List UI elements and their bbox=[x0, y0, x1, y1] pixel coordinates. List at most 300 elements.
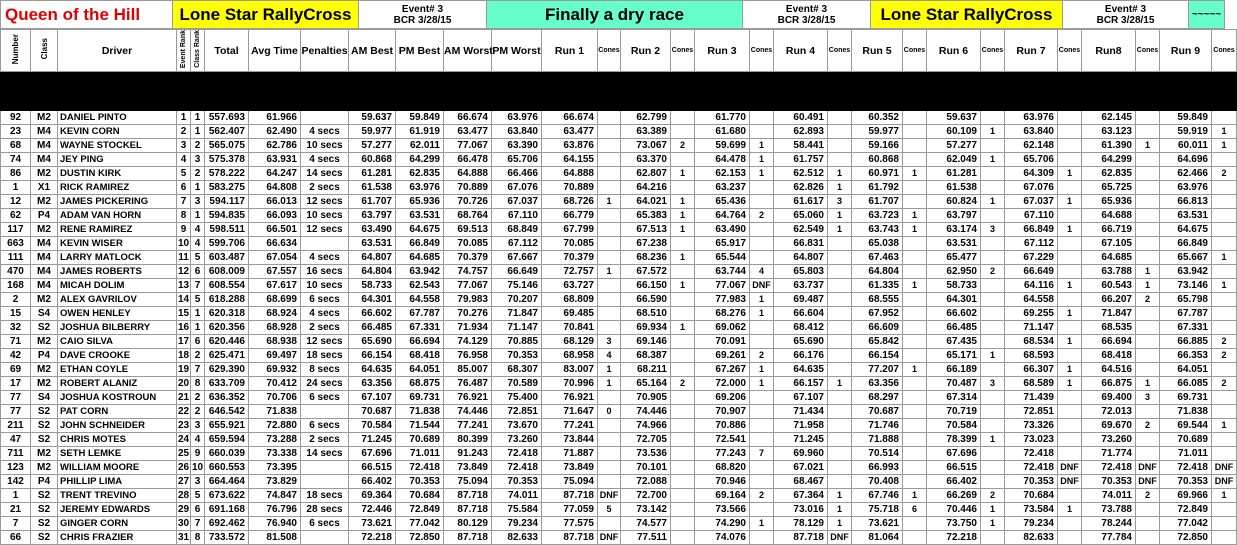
run-time: 64.051 bbox=[1160, 363, 1212, 377]
am-worst: 73.849 bbox=[444, 461, 492, 475]
penalties bbox=[301, 405, 349, 419]
cone-count: 1 bbox=[828, 503, 852, 517]
total-time: 599.706 bbox=[205, 237, 249, 251]
am-worst: 91.243 bbox=[444, 447, 492, 461]
total-time: 620.446 bbox=[205, 335, 249, 349]
run-time: 73.016 bbox=[774, 503, 828, 517]
run-time: 64.558 bbox=[1005, 293, 1058, 307]
run-time: 59.699 bbox=[695, 139, 750, 153]
cone-count: 1 bbox=[750, 293, 774, 307]
driver-name: CAIO SILVA bbox=[58, 335, 177, 349]
run-time: 66.515 bbox=[927, 461, 981, 475]
cone-count bbox=[1058, 153, 1082, 167]
class-rank: 6 bbox=[191, 503, 205, 517]
cone-count bbox=[903, 251, 927, 265]
avg-time: 74.847 bbox=[249, 489, 301, 503]
class-rank: 7 bbox=[191, 363, 205, 377]
run-time: 71.434 bbox=[774, 405, 828, 419]
driver-name: RICK RAMIREZ bbox=[58, 181, 177, 195]
avg-time: 66.093 bbox=[249, 209, 301, 223]
am-worst: 87.718 bbox=[444, 503, 492, 517]
event-rank: 12 bbox=[177, 266, 190, 278]
car-number: 2 bbox=[1, 293, 31, 307]
cone-count bbox=[981, 111, 1005, 125]
am-best: 70.584 bbox=[349, 419, 396, 433]
avg-time: 64.808 bbox=[249, 181, 301, 195]
cone-count bbox=[1136, 531, 1160, 545]
header-pm-worst: PM Worst bbox=[492, 30, 542, 72]
table-row bbox=[1, 237, 1237, 251]
run-time: 70.907 bbox=[695, 405, 750, 419]
class-code: S2 bbox=[31, 321, 58, 335]
cone-count bbox=[671, 349, 695, 363]
cone-count bbox=[1212, 111, 1237, 125]
car-number: 711 bbox=[1, 447, 31, 461]
avg-time: 63.931 bbox=[249, 153, 301, 167]
penalties: 14 secs bbox=[301, 447, 349, 461]
driver-name: DANIEL PINTO bbox=[58, 111, 177, 125]
run-time: 71.847 bbox=[1082, 307, 1136, 321]
total-time: 575.378 bbox=[205, 153, 249, 167]
header-penalties: Penalties bbox=[301, 30, 349, 72]
total-time: 664.464 bbox=[205, 475, 249, 489]
run-time: 72.418 bbox=[1005, 447, 1058, 461]
run-time: 65.690 bbox=[774, 335, 828, 349]
run-time: 61.281 bbox=[927, 167, 981, 181]
run-time: 69.934 bbox=[621, 321, 671, 335]
cone-count: 3 bbox=[981, 377, 1005, 391]
cone-count bbox=[750, 111, 774, 125]
cone-count bbox=[981, 335, 1005, 349]
run-time: 63.743 bbox=[852, 223, 903, 237]
class-code: S4 bbox=[31, 391, 58, 405]
total-time: 565.075 bbox=[205, 139, 249, 153]
header-driver: Driver bbox=[58, 30, 177, 72]
run-time: 65.164 bbox=[621, 377, 671, 391]
table-row bbox=[1, 447, 1237, 461]
run-time: 67.513 bbox=[621, 223, 671, 237]
run-time: 73.584 bbox=[1005, 503, 1058, 517]
class-code: S2 bbox=[31, 503, 58, 517]
run-time: 65.436 bbox=[695, 195, 750, 209]
cone-count: 4 bbox=[598, 349, 621, 363]
run-time: 67.435 bbox=[927, 335, 981, 349]
cone-count bbox=[750, 391, 774, 405]
cone-count bbox=[903, 405, 927, 419]
cone-count bbox=[750, 419, 774, 433]
pm-worst: 67.037 bbox=[492, 195, 542, 209]
run-time: 59.166 bbox=[852, 139, 903, 153]
run-time: 63.174 bbox=[927, 223, 981, 237]
run-time: 62.893 bbox=[774, 125, 828, 139]
table-row bbox=[1, 209, 1237, 223]
am-best: 59.977 bbox=[349, 125, 396, 139]
cone-count bbox=[981, 447, 1005, 461]
cone-count bbox=[1058, 111, 1082, 125]
run-time: 66.831 bbox=[774, 237, 828, 251]
table-row bbox=[1, 139, 1237, 153]
cone-count bbox=[903, 195, 927, 209]
am-worst: 68.764 bbox=[444, 209, 492, 223]
cone-count bbox=[1212, 531, 1237, 545]
run-time: 74.446 bbox=[621, 405, 671, 419]
cone-count bbox=[671, 265, 695, 279]
results-table bbox=[0, 29, 1237, 545]
cone-count bbox=[903, 391, 927, 405]
event-rank: 10 bbox=[177, 238, 190, 250]
cone-count bbox=[1058, 181, 1082, 195]
event-venue-date: BCR 3/28/15 bbox=[1096, 14, 1155, 26]
penalties: 4 secs bbox=[301, 307, 349, 321]
header-run-2: Run 2 bbox=[621, 30, 671, 72]
am-best: 67.107 bbox=[349, 391, 396, 405]
header-divider bbox=[1, 72, 1237, 111]
pm-worst: 67.076 bbox=[492, 181, 542, 195]
run-time: 65.544 bbox=[695, 251, 750, 265]
run-time: 66.189 bbox=[927, 363, 981, 377]
class-rank: 7 bbox=[191, 517, 205, 531]
cone-count bbox=[1136, 433, 1160, 447]
cone-count: DNF bbox=[828, 531, 852, 545]
cone-count bbox=[981, 321, 1005, 335]
class-code: M4 bbox=[31, 153, 58, 167]
table-row bbox=[1, 377, 1237, 391]
run-time: 64.155 bbox=[542, 153, 598, 167]
am-best: 70.687 bbox=[349, 405, 396, 419]
cone-count bbox=[750, 461, 774, 475]
pm-best: 71.838 bbox=[396, 405, 444, 419]
class-rank: 7 bbox=[191, 279, 205, 293]
car-number: 142 bbox=[1, 475, 31, 489]
driver-name: JEREMY EDWARDS bbox=[58, 503, 177, 517]
cone-count: DNF bbox=[1212, 461, 1237, 475]
am-best: 64.635 bbox=[349, 363, 396, 377]
cone-count: 1 bbox=[828, 489, 852, 503]
run-time: 70.719 bbox=[927, 405, 981, 419]
event-number: Event# 3 bbox=[785, 3, 828, 15]
table-row bbox=[1, 251, 1237, 265]
run-time: 64.516 bbox=[1082, 363, 1136, 377]
run-time: 65.842 bbox=[852, 335, 903, 349]
am-worst: 77.067 bbox=[444, 139, 492, 153]
class-code: M2 bbox=[31, 363, 58, 377]
run-time: 63.744 bbox=[695, 265, 750, 279]
run-time: 73.146 bbox=[1160, 279, 1212, 293]
penalties: 16 secs bbox=[301, 265, 349, 279]
pm-best: 62.543 bbox=[396, 279, 444, 293]
cone-count: 1 bbox=[1212, 251, 1237, 265]
run-time: 62.049 bbox=[927, 153, 981, 167]
run-time: 78.399 bbox=[927, 433, 981, 447]
driver-name: MICAH DOLIM bbox=[58, 279, 177, 293]
pm-best: 64.675 bbox=[396, 223, 444, 237]
cone-count bbox=[1212, 391, 1237, 405]
cone-count bbox=[671, 405, 695, 419]
class-rank: 1 bbox=[191, 307, 205, 321]
header-row bbox=[1, 30, 1237, 72]
cone-count: 1 bbox=[598, 377, 621, 391]
run-time: 66.402 bbox=[927, 475, 981, 489]
run-time: 66.719 bbox=[1082, 223, 1136, 237]
run-time: 78.244 bbox=[1082, 517, 1136, 531]
pm-worst: 72.418 bbox=[492, 461, 542, 475]
run-time: 60.868 bbox=[852, 153, 903, 167]
run-time: 77.784 bbox=[1082, 531, 1136, 545]
cone-count bbox=[1058, 251, 1082, 265]
run-time: 71.439 bbox=[1005, 391, 1058, 405]
run-time: 63.389 bbox=[621, 125, 671, 139]
am-worst: 66.478 bbox=[444, 153, 492, 167]
run-time: 68.726 bbox=[542, 195, 598, 209]
car-number: 123 bbox=[1, 461, 31, 475]
run-time: 61.792 bbox=[852, 181, 903, 195]
cone-count: 1 bbox=[1212, 279, 1237, 293]
run-time: 72.849 bbox=[1160, 503, 1212, 517]
am-best: 66.485 bbox=[349, 321, 396, 335]
avg-time: 67.617 bbox=[249, 279, 301, 293]
cone-count bbox=[981, 405, 1005, 419]
total-time: 620.356 bbox=[205, 321, 249, 335]
pm-worst: 70.885 bbox=[492, 335, 542, 349]
header-run-6: Run 6 bbox=[927, 30, 981, 72]
run-time: 63.723 bbox=[852, 209, 903, 223]
penalties: 8 secs bbox=[301, 363, 349, 377]
am-best: 66.515 bbox=[349, 461, 396, 475]
cone-count bbox=[828, 265, 852, 279]
run-time: 61.390 bbox=[1082, 139, 1136, 153]
event-rank: 1 bbox=[177, 111, 191, 125]
car-number: 7 bbox=[1, 517, 31, 531]
run-time: 61.770 bbox=[695, 111, 750, 125]
run-time: 65.917 bbox=[695, 237, 750, 251]
run-time: 73.566 bbox=[695, 503, 750, 517]
cone-count: 3 bbox=[1136, 391, 1160, 405]
run-time: 65.725 bbox=[1082, 181, 1136, 195]
am-worst: 80.129 bbox=[444, 517, 492, 531]
cone-count bbox=[671, 335, 695, 349]
run-time: 60.352 bbox=[852, 111, 903, 125]
avg-time: 81.508 bbox=[249, 531, 301, 545]
cone-count bbox=[1212, 181, 1237, 195]
cone-count: 1 bbox=[671, 167, 695, 181]
header-cones: Cones bbox=[598, 30, 621, 72]
total-time: 594.117 bbox=[205, 195, 249, 209]
run-time: 69.062 bbox=[695, 321, 750, 335]
cone-count: 1 bbox=[598, 363, 621, 377]
run-time: 67.110 bbox=[1005, 209, 1058, 223]
run-time: 66.157 bbox=[774, 377, 828, 391]
penalties: 10 secs bbox=[301, 279, 349, 293]
car-number: 62 bbox=[1, 209, 31, 223]
class-rank: 1 bbox=[191, 321, 205, 335]
event-rank: 26 bbox=[177, 462, 190, 474]
run-time: 64.299 bbox=[1082, 153, 1136, 167]
run-time: 66.590 bbox=[621, 293, 671, 307]
results-body bbox=[1, 111, 1237, 545]
run-time: 70.687 bbox=[852, 405, 903, 419]
header-cones: Cones bbox=[1136, 30, 1160, 72]
avg-time: 68.924 bbox=[249, 307, 301, 321]
run-time: 63.356 bbox=[852, 377, 903, 391]
run-time: 72.757 bbox=[542, 265, 598, 279]
cone-count bbox=[1058, 433, 1082, 447]
header-class-rank: Class Rank bbox=[191, 30, 205, 72]
run-time: 71.245 bbox=[774, 433, 828, 447]
cone-count bbox=[828, 307, 852, 321]
run-time: 68.534 bbox=[1005, 335, 1058, 349]
cone-count bbox=[1212, 153, 1237, 167]
cone-count: 1 bbox=[828, 167, 852, 181]
driver-name: GINGER CORN bbox=[58, 517, 177, 531]
avg-time: 76.796 bbox=[249, 503, 301, 517]
cone-count: 1 bbox=[981, 503, 1005, 517]
driver-name: JOSHUA BILBERRY bbox=[58, 321, 177, 335]
am-worst: 71.934 bbox=[444, 321, 492, 335]
cone-count bbox=[1212, 195, 1237, 209]
class-code: M4 bbox=[31, 139, 58, 153]
run-time: 67.229 bbox=[1005, 251, 1058, 265]
cone-count bbox=[671, 517, 695, 531]
header-cones: Cones bbox=[671, 30, 695, 72]
car-number: 74 bbox=[1, 153, 31, 167]
cone-count: 1 bbox=[903, 279, 927, 293]
pm-worst: 66.649 bbox=[492, 265, 542, 279]
car-number: 12 bbox=[1, 195, 31, 209]
total-time: 618.288 bbox=[205, 293, 249, 307]
car-number: 470 bbox=[1, 265, 31, 279]
penalties: 12 secs bbox=[301, 195, 349, 209]
cone-count: 2 bbox=[671, 377, 695, 391]
cone-count bbox=[903, 461, 927, 475]
pm-worst: 66.466 bbox=[492, 167, 542, 181]
run-time: 63.477 bbox=[542, 125, 598, 139]
pm-worst: 73.260 bbox=[492, 433, 542, 447]
penalties: 28 secs bbox=[301, 503, 349, 517]
avg-time: 72.880 bbox=[249, 419, 301, 433]
class-rank: 1 bbox=[191, 181, 205, 195]
run-time: 70.905 bbox=[621, 391, 671, 405]
cone-count bbox=[828, 293, 852, 307]
run-time: 66.085 bbox=[1160, 377, 1212, 391]
run-time: 65.798 bbox=[1160, 293, 1212, 307]
run-time: 68.211 bbox=[621, 363, 671, 377]
am-best: 73.621 bbox=[349, 517, 396, 531]
class-rank: 10 bbox=[191, 462, 204, 474]
cone-count bbox=[1058, 139, 1082, 153]
cone-count: 1 bbox=[750, 307, 774, 321]
run-time: 70.101 bbox=[621, 461, 671, 475]
run-time: 71.838 bbox=[1160, 405, 1212, 419]
total-time: 646.542 bbox=[205, 405, 249, 419]
run-time: 70.689 bbox=[1160, 433, 1212, 447]
cone-count bbox=[1058, 489, 1082, 503]
cone-count bbox=[598, 181, 621, 195]
penalties: 12 secs bbox=[301, 223, 349, 237]
cone-count: 3 bbox=[981, 223, 1005, 237]
run-time: 71.011 bbox=[1160, 447, 1212, 461]
cone-count bbox=[750, 475, 774, 489]
cone-count bbox=[1212, 433, 1237, 447]
pm-best: 70.353 bbox=[396, 475, 444, 489]
run-time: 70.085 bbox=[542, 237, 598, 251]
cone-count bbox=[1136, 503, 1160, 517]
car-number: 68 bbox=[1, 139, 31, 153]
pm-worst: 70.353 bbox=[492, 475, 542, 489]
event-rank: 22 bbox=[177, 406, 190, 418]
cone-count bbox=[903, 475, 927, 489]
run-time: 62.153 bbox=[695, 167, 750, 181]
cone-count: 1 bbox=[903, 209, 927, 223]
am-worst: 74.129 bbox=[444, 335, 492, 349]
cone-count: 1 bbox=[1136, 265, 1160, 279]
cone-count bbox=[598, 461, 621, 475]
run-time: 72.418 bbox=[1082, 461, 1136, 475]
table-row bbox=[1, 405, 1237, 419]
run-time: 66.694 bbox=[1082, 335, 1136, 349]
run-time: 76.921 bbox=[542, 391, 598, 405]
run-time: 70.408 bbox=[852, 475, 903, 489]
avg-time: 66.634 bbox=[249, 237, 301, 251]
cone-count bbox=[828, 139, 852, 153]
run-time: 67.331 bbox=[1160, 321, 1212, 335]
cone-count bbox=[903, 139, 927, 153]
penalties: 10 secs bbox=[301, 209, 349, 223]
cone-count bbox=[828, 419, 852, 433]
run-time: 71.746 bbox=[852, 419, 903, 433]
driver-name: KEVIN WISER bbox=[58, 237, 177, 251]
pm-worst: 67.110 bbox=[492, 209, 542, 223]
run-time: 70.379 bbox=[542, 251, 598, 265]
cone-count bbox=[981, 167, 1005, 181]
penalties: 14 secs bbox=[301, 167, 349, 181]
am-best: 61.538 bbox=[349, 181, 396, 195]
cone-count: 1 bbox=[981, 517, 1005, 531]
penalties bbox=[301, 237, 349, 251]
run-time: 63.797 bbox=[927, 209, 981, 223]
driver-name: ROBERT ALANIZ bbox=[58, 377, 177, 391]
cone-count: DNF bbox=[1212, 475, 1237, 489]
am-best: 63.356 bbox=[349, 377, 396, 391]
avg-time: 66.013 bbox=[249, 195, 301, 209]
event-rank: 8 bbox=[177, 209, 191, 223]
am-worst: 79.983 bbox=[444, 293, 492, 307]
run-time: 60.824 bbox=[927, 195, 981, 209]
am-worst: 69.513 bbox=[444, 223, 492, 237]
class-rank: 2 bbox=[191, 391, 205, 405]
run-time: 62.549 bbox=[774, 223, 828, 237]
banner-end-cell: ~~~~~ bbox=[1189, 1, 1225, 29]
class-code: P4 bbox=[31, 475, 58, 489]
pm-worst: 72.851 bbox=[492, 405, 542, 419]
cone-count bbox=[903, 377, 927, 391]
am-worst: 76.487 bbox=[444, 377, 492, 391]
cone-count bbox=[903, 111, 927, 125]
cone-count bbox=[671, 125, 695, 139]
run-time: 71.147 bbox=[1005, 321, 1058, 335]
cone-count: 1 bbox=[1212, 125, 1237, 139]
cone-count: 1 bbox=[981, 195, 1005, 209]
run-time: 64.116 bbox=[1005, 279, 1058, 293]
run-time: 75.718 bbox=[852, 503, 903, 517]
penalties: 6 secs bbox=[301, 293, 349, 307]
run-time: 57.277 bbox=[927, 139, 981, 153]
penalties: 6 secs bbox=[301, 419, 349, 433]
run-time: 69.261 bbox=[695, 349, 750, 363]
run-time: 67.314 bbox=[927, 391, 981, 405]
class-rank: 1 bbox=[191, 111, 205, 125]
penalties: 4 secs bbox=[301, 153, 349, 167]
cone-count: 1 bbox=[671, 209, 695, 223]
